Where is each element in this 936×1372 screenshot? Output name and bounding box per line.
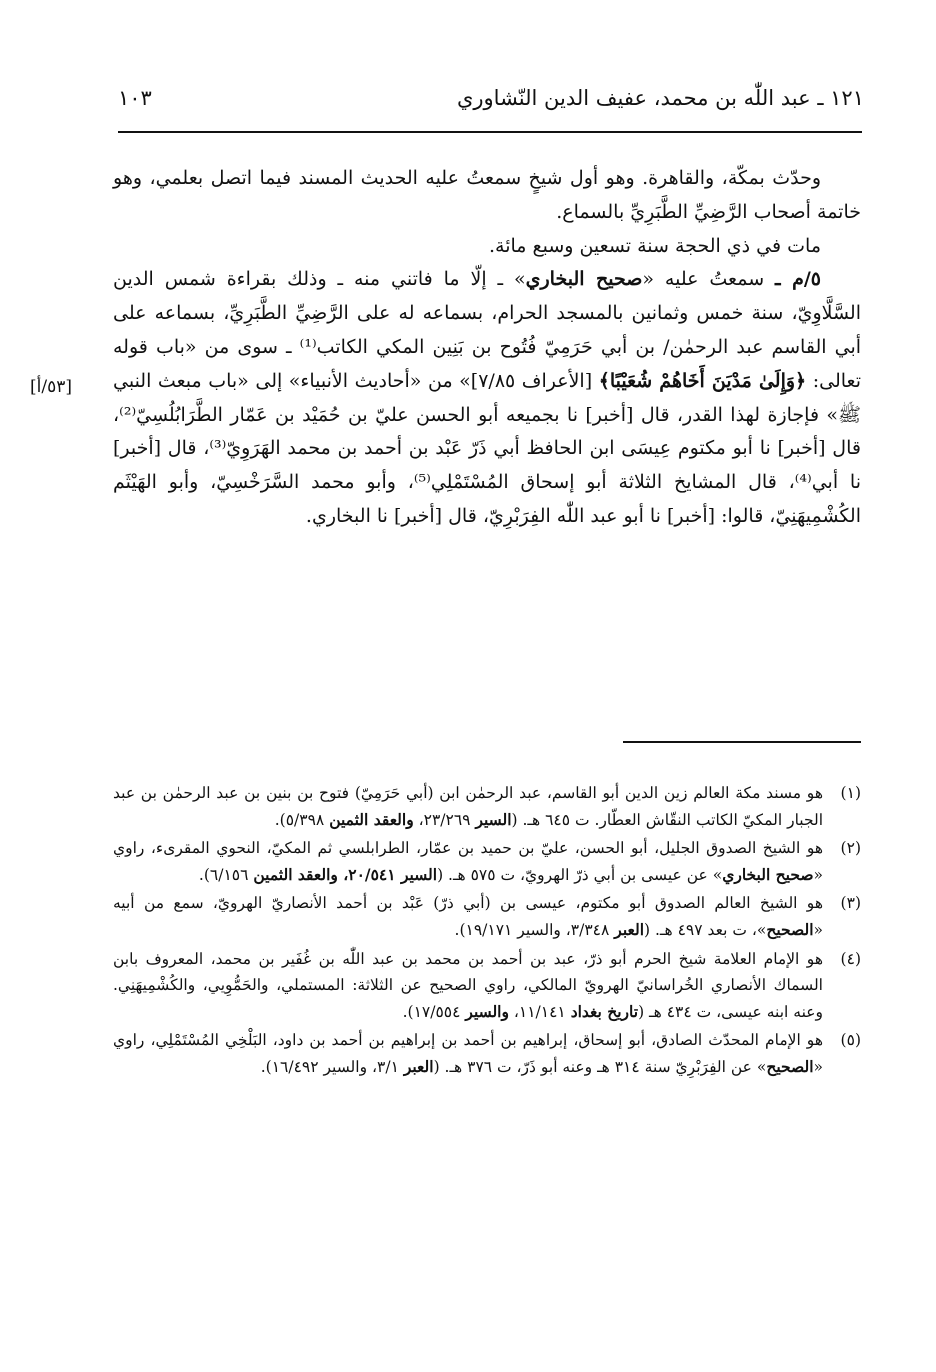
footnote-number: (٤) bbox=[840, 949, 861, 968]
margin-folio-note: [٥٣/أ] bbox=[30, 377, 72, 397]
footnote-number: (٢) bbox=[840, 839, 861, 858]
footnote-text: هو الإمام العلامة شيخ الحرم أبو ذرّ، عبد بن أحمد بن محمد بن عبد اللّٰه بن غُفَير بن محمد، المعروف بابن السماك الأنصاري الخُراسانيّ الهرويّ المالكي، راوي الصحيح عن الثلاثة: المستملي، والحَمُّوِيي، والكُشْمِيهَنِي. وعنه ابنه عيسى، ت ٤٣٤ هـ (تاريخ بغداد ١١/١٤١، والسير ١٧/٥٥٤). bbox=[113, 949, 823, 1021]
footnote-number: (٥) bbox=[840, 1031, 861, 1050]
page-number: ١٠٣ bbox=[118, 86, 152, 110]
paragraph-chain bbox=[113, 263, 861, 533]
chain-text-c: [الأعراف ٧/٨٥]» من «أحاديث الأنبياء» إلى «باب مبعث النبي ﷺ» فإجازة لهذا القدر، قال [أخبر] نا بجميعه أبو الحسن عليّ بن حُمَيْد بن عَمّار الطَّرَابُلُسِيّ⁽²⁾، قال [أخبر] نا أبو مكتوم عِيسَى ابن الحافظ أبي ذَرّ عَبْد بن أحمد بن محمد الهَرَوِيّ⁽³⁾، قال [أخبر] نا أبي⁽⁴⁾، قال المشايخ الثلاثة أبو إسحاق المُسْتَمْلِي⁽⁵⁾، وأبو محمد السَّرَخْسِيّ، وأبو الهَيْثَم الكُشْمِيهَنِيّ، قالوا: [أخبر] نا أبو عبد اللّٰه الفِرَبْرِيّ، قال [أخبر] نا البخاري. bbox=[113, 369, 861, 527]
footnote-number: (١) bbox=[840, 784, 861, 802]
footnote bbox=[113, 835, 861, 888]
footnote bbox=[113, 780, 861, 833]
footnote bbox=[113, 1027, 861, 1080]
footnote-rule bbox=[623, 741, 861, 743]
chain-text-b: » ـ إلّا ما فاتني منه ـ وذلك بقراءة شمس الدين السَّلَّاوِيّ، سنة خمس وثمانين بالمسجد الحرام، بسماعه له على الرَّضِيِّ الطَّبَرِيِّ، بسماعه على أبي القاسم عبد الرحمٰن/ بن أبي حَرَمِيّ فُتُوح بن بَنِين المكي الكاتب⁽¹⁾ ـ سوى من «باب قوله تعالى: bbox=[113, 268, 862, 392]
quran-verse: ﴿وَإِلَىٰ مَدْيَنَ أَخَاهُمْ شُعَيْبًا﴾ bbox=[598, 369, 807, 392]
paragraph-death: مات في ذي الحجة سنة تسعين وسبع مائة. bbox=[488, 234, 821, 257]
header-rule bbox=[118, 131, 862, 133]
footnote-text: هو الإمام المحدّث الصادق، أبو إسحاق، إبراهيم بن أحمد بن إبراهيم بن أحمد بن داود، البَلْخِي المُسْتَمْلِي، راوي «الصحيح» عن الفِرَبْرِيّ سنة ٣١٤ هـ وعنه أبو ذَرّ، ت ٣٧٦ هـ. (العبر ٣/١، والسير ١٦/٤٩٢). bbox=[113, 1031, 823, 1076]
footnote-text: هو الشيخ العالم الصدوق أبو مكتوم، عيسى بن (أبي ذرّ) عَبْد بن أحمد الأنصاريّ الهرويّ، سمع من أبيه «الصحيح»، ت بعد ٤٩٧ هـ. (العبر ٣/٣٤٨، والسير ١٩/١٧١). bbox=[113, 894, 823, 939]
paragraph-biography: وحدّث بمكّة، والقاهرة. وهو أول شيخٍ سمعتُ عليه الحديث المسند فيما اتصل بعلمي، وهو خاتمة أصحاب الرَّضِيِّ الطَّبَرِيِّ بالسماع. bbox=[113, 167, 861, 223]
footnotes bbox=[113, 780, 861, 1083]
footnote bbox=[113, 890, 861, 943]
footnote-text: هو مسند مكة العالم زين الدين أبو القاسم، عبد الرحمٰن ابن (أبي حَرَمِيّ) فتوح بن بنين بن عبد الرحمٰن بن عبد الجبار المكيّ الكاتب النقّاش العطّار. ت ٦٤٥ هـ. (السير ٢٣/٢٦٩، والعقد الثمين ٥/٣٩٨). bbox=[113, 784, 823, 829]
footnote bbox=[113, 946, 861, 1026]
main-text bbox=[113, 162, 861, 534]
book-title: صحيح البخاري bbox=[525, 268, 643, 291]
chain-text-a: سمعتُ عليه « bbox=[642, 268, 765, 291]
footnote-number: (٣) bbox=[840, 894, 861, 913]
footnote-text: هو الشيخ الصدوق الجليل، أبو الحسن، عليّ بن حميد بن عمّار، الطرابلسي ثم المكيّ، النحوي المقرىء، راوي «صحيح البخاري» عن عيسى بن أبي ذرّ الهرويّ، ت ٥٧٥ هـ. (السير ٢٠/٥٤١، والعقد الثمين ٦/١٥٦). bbox=[113, 839, 823, 884]
entry-number: ٥/م ـ bbox=[775, 268, 821, 291]
running-header-title: ١٢١ ـ عبد اللّٰه بن محمد، عفيف الدين النّشاوري bbox=[456, 86, 864, 110]
